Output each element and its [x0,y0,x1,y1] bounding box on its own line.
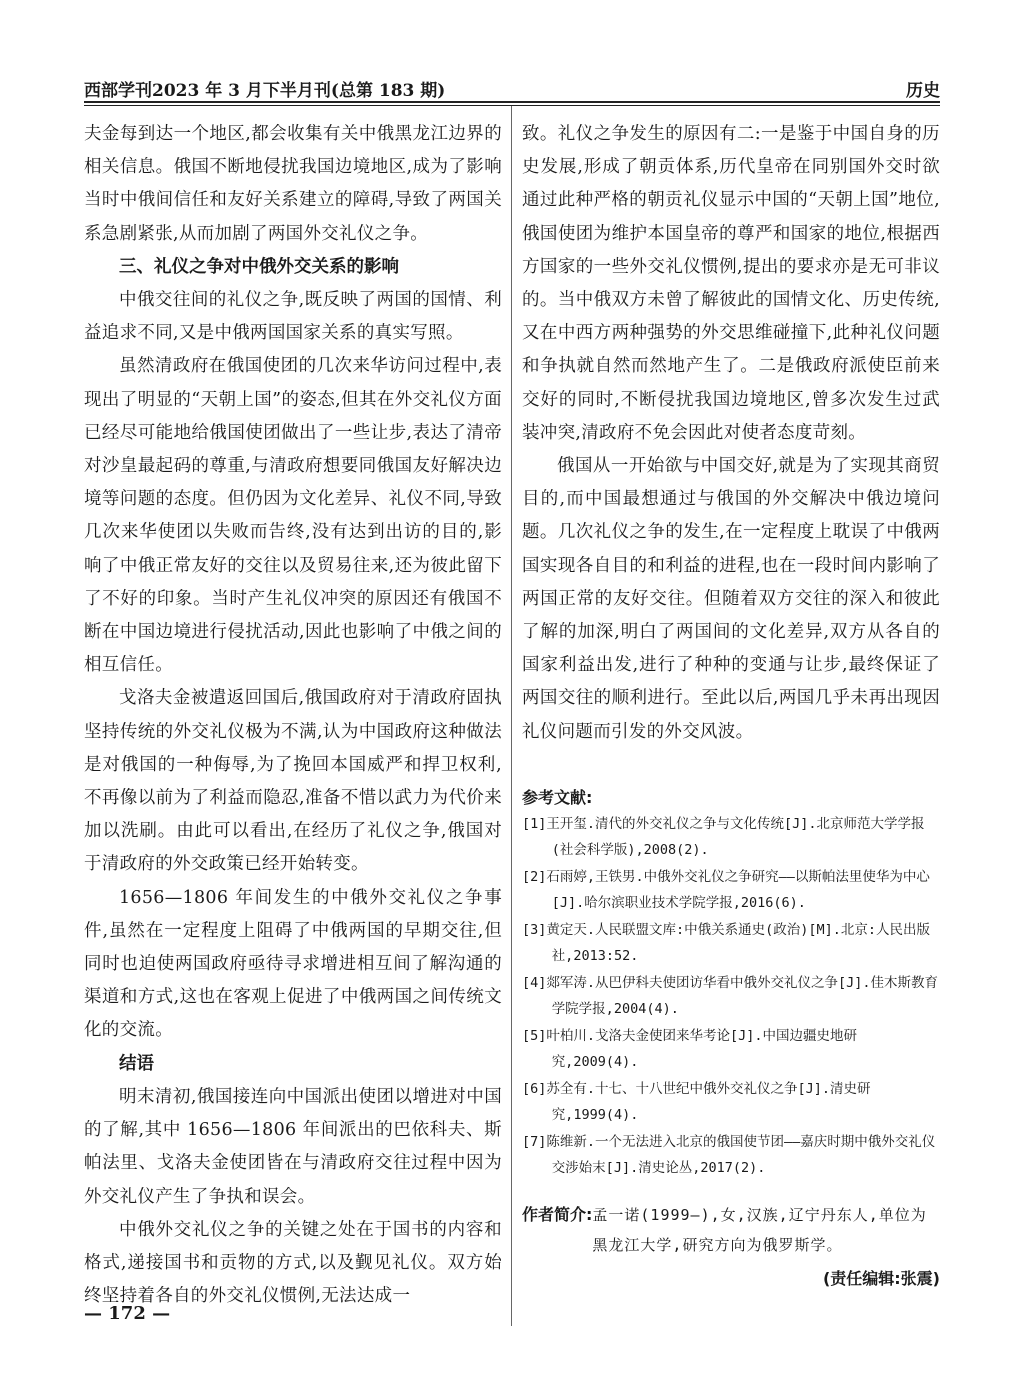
right-column [522,118,940,1294]
paragraph: 俄国从一开始欲与中国交好,就是为了实现其商贸目的,而中国最想通过与俄国的外交解决中俄边境问题。几次礼仪之争的发生,在一定程度上耽误了中俄两国实现各自目的和利益的进程,也在一段时间内影响了两国正常的友好交往。但随着双方交往的深入和彼此了解的加深,明白了两国间的文化差异,双方从各自的国家利益出发,进行了种种的变通与让步,最终保证了两国交往的顺利进行。至此以后,两国几乎未再出现因礼仪问题而引发的外交风波。 [522,456,940,742]
paragraph: 明末清初,俄国接连向中国派出使团以增进对中国的了解,其中 1656—1806 年间派出的巴依科夫、斯帕法里、戈洛夫金使团皆在与清政府交往过程中因为外交礼仪产生了争执和误会。 [84,1086,502,1207]
paragraph: 致。礼仪之争发生的原因有二:一是鉴于中国自身的历史发展,形成了朝贡体系,历代皇帝在同别国外交时欲通过此种严格的朝贡礼仪显示中国的“天朝上国”地位,俄国使团为维护本国皇帝的尊严和国家的地位,根据西方国家的一些外交礼仪惯例,提出的要求亦是无可非议的。当中俄双方未曾了解彼此的国情文化、历史传统,又在中西方两种强势的外交思维碰撞下,此种礼仪问题和争执就自然而然地产生了。二是俄政府派使臣前来交好的同时,不断侵扰我国边境地区,曾多次发生过武装冲突,清政府不免会因此对使者态度苛刻。 [522,124,940,443]
reference-item: [3]黄定天.人民联盟文库:中俄关系通史(政治)[M].北京:人民出版社,2013:52. [522,921,931,965]
paragraph: 中俄外交礼仪之争的关键之处在于国书的内容和格式,递接国书和贡物的方式,以及觐见礼仪。双方始终坚持着各自的外交礼仪惯例,无法达成一 [84,1219,502,1307]
journal-masthead: 西部学刊2023 年 3 月下半月刊(总第 183 期) [84,81,446,101]
running-header [84,76,940,101]
author-bio-label: 作者简介: [522,1204,593,1224]
author-bio [522,1200,940,1260]
reference-item: [1]王开玺.清代的外交礼仪之争与文化传统[J].北京师范大学学报(社会科学版),2008(2). [522,815,925,859]
reference-item: [4]郯军涛.从巴伊科夫使团访华看中俄外交礼仪之争[J].佳木斯教育学院学报,2004(4). [522,974,939,1018]
reference-item: [7]陈维新.一个无法进入北京的俄国使节团——嘉庆时期中俄外交礼仪交涉始末[J].清史论丛,2017(2). [522,1133,936,1177]
paragraph: 夫金每到达一个地区,都会收集有关中俄黑龙江边界的相关信息。俄国不断地侵扰我国边境地区,成为了影响当时中俄间信任和友好关系建立的障碍,导致了两国关系急剧紧张,从而加剧了两国外交礼仪之争。 [84,124,502,244]
reference-item: [2]石雨婷,王铁男.中俄外交礼仪之争研究——以斯帕法里使华为中心[J].哈尔滨职业技术学院学报,2016(6). [522,868,930,912]
paragraph: 虽然清政府在俄国使团的几次来华访问过程中,表现出了明显的“天朝上国”的姿态,但其在外交礼仪方面已经尽可能地给俄国使团做出了一些让步,表达了清帝对沙皇最起码的尊重,与清政府想要同俄国友好解决边境等问题的态度。但仍因为文化差异、礼仪不同,导致几次来华使团以失败而告终,没有达到出访的目的,影响了中俄正常友好的交往以及贸易往来,还为彼此留下了不好的印象。当时产生礼仪冲突的原因还有俄国不断在中国边境进行侵扰活动,因此也影响了中俄之间的相互信任。 [84,356,502,676]
reference-item: [6]苏全有.十七、十八世纪中俄外交礼仪之争[J].清史研究,1999(4). [522,1080,871,1124]
reference-item: [5]叶柏川.戈洛夫金使团来华考论[J].中国边疆史地研究,2009(4). [522,1027,858,1071]
left-column [84,118,502,1313]
column-divider [511,106,512,1326]
section-heading: 三、礼仪之争对中俄外交关系的影响 [119,256,399,277]
paragraph: 戈洛夫金被遣返回国后,俄国政府对于清政府固执坚持传统的外交礼仪极为不满,认为中国政府这种做法是对俄国的一种侮辱,为了挽回本国威严和捍卫权利,不再像以前为了利益而隐忍,准备不惜以武力为代价来加以洗刷。由此可以看出,在经历了礼仪之争,俄国对于清政府的外交政策已经开始转变。 [84,688,502,875]
header-rule-thin [84,105,940,106]
header-rule [84,101,940,103]
paragraph: 1656—1806 年间发生的中俄外交礼仪之争事件,虽然在一定程度上阻碍了中俄两国的早期交往,但同时也迫使两国政府亟待寻求增进相互间了解沟通的渠道和方式,这也在客观上促进了中俄两国之间传统文化的交流。 [84,887,502,1041]
responsible-editor: (责任编辑:张震) [822,1268,940,1288]
conclusion-heading: 结语 [119,1053,154,1074]
section-label: 历史 [906,81,940,101]
author-bio-text: 孟一诺(1999—),女,汉族,辽宁丹东人,单位为黑龙江大学,研究方向为俄罗斯学。 [592,1205,927,1254]
page-number: — 172 — [84,1303,171,1324]
paragraph: 中俄交往间的礼仪之争,既反映了两国的国情、利益追求不同,又是中俄两国国家关系的真实写照。 [84,290,502,344]
references-title: 参考文献: [522,787,593,807]
